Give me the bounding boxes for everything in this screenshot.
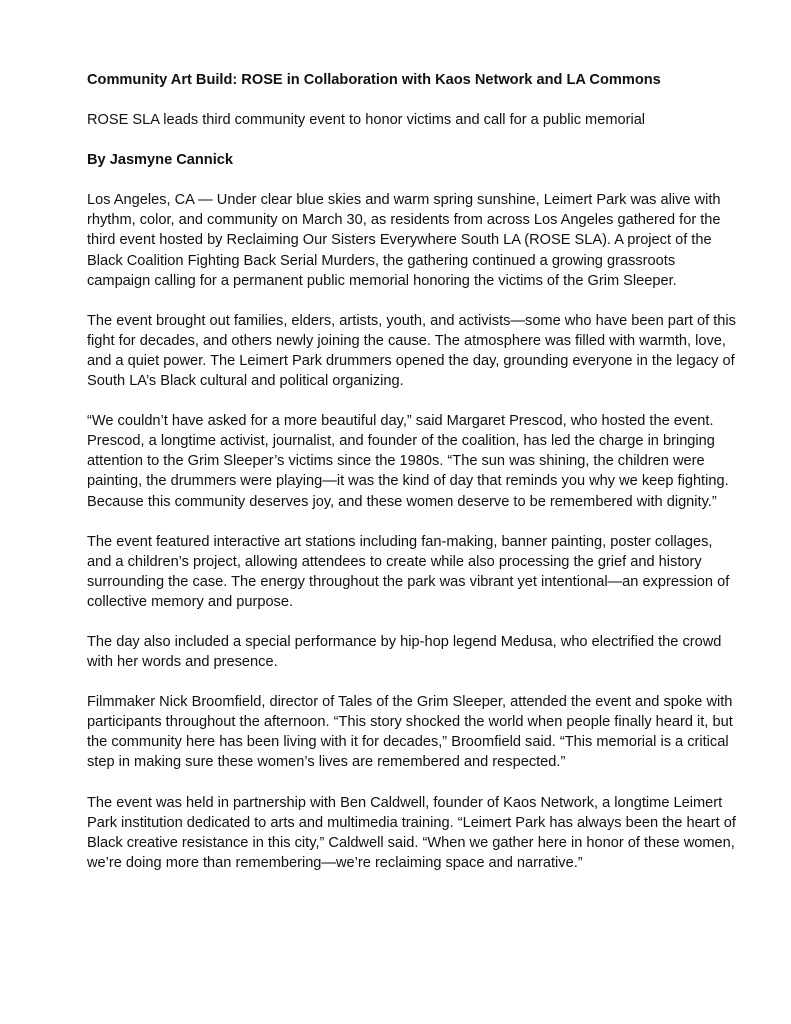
paragraph-caldwell: The event was held in partnership with Ben Caldwell, founder of Kaos Network, a longtime Leimert Park institution dedicated to arts and multimedia training. “Leimert Park has always been the heart of Black creative resistance in this city,” Caldwell said. “When we gather here in honor of these women, we’re doing more than remembering—we’re reclaiming space and narrative.” — [87, 794, 736, 871]
article-byline: By Jasmyne Cannick — [87, 152, 234, 169]
article-subtitle: ROSE SLA leads third community event to honor victims and call for a public memorial — [87, 112, 646, 129]
article-title: Community Art Build: ROSE in Collaboration with Kaos Network and LA Commons — [87, 72, 661, 88]
paragraph-art-stations: The event featured interactive art stations including fan-making, banner painting, poster collages, and a children’s project, allowing attendees to create while also processing the grief and history surrounding the case. The energy throughout the park was vibrant yet intentional—an expression of collective memory and purpose. — [87, 533, 730, 610]
paragraph-intro: Los Angeles, CA — Under clear blue skies and warm spring sunshine, Leimert Park was alive with rhythm, color, and community on March 30, as residents from across Los Angeles gathered for the third event hosted by Reclaiming Our Sisters Everywhere South LA (ROSE SLA). A project of the Black Coalition Fighting Back Serial Murders, the gathering continued a growing grassroots campaign calling for a permanent public memorial honoring the victims of the Grim Sleeper. — [87, 192, 721, 289]
paragraph-prescod-quote: “We couldn’t have asked for a more beautiful day,” said Margaret Prescod, who hosted the event. Prescod, a longtime activist, journalist, and founder of the coalition, has led the charge in bringing attention to the Grim Sleeper’s victims since the 1980s. “The sun was shining, the children were painting, the drummers were playing—it was the kind of day that reminds you why we keep fighting. Because this community deserves joy, and these women deserve to be remembered with dignity.” — [87, 413, 729, 510]
paragraph-broomfield: Filmmaker Nick Broomfield, director of Tales of the Grim Sleeper, attended the event and spoke with participants throughout the afternoon. “This story shocked the world when people finally heard it, but the community here has been living with it for decades,” Broomfield said. “This memorial is a critical step in making sure these women’s lives are remembered and respected.” — [87, 694, 733, 771]
paragraph-attendees: The event brought out families, elders, artists, youth, and activists—some who have been part of this fight for decades, and others newly joining the cause. The atmosphere was filled with warmth, love, and a quiet power. The Leimert Park drummers opened the day, grounding everyone in the legacy of South LA’s Black cultural and political organizing. — [87, 312, 736, 390]
document-page — [87, 70, 737, 893]
paragraph-medusa: The day also included a special performance by hip-hop legend Medusa, who electrified the crowd with her words and presence. — [87, 633, 722, 671]
